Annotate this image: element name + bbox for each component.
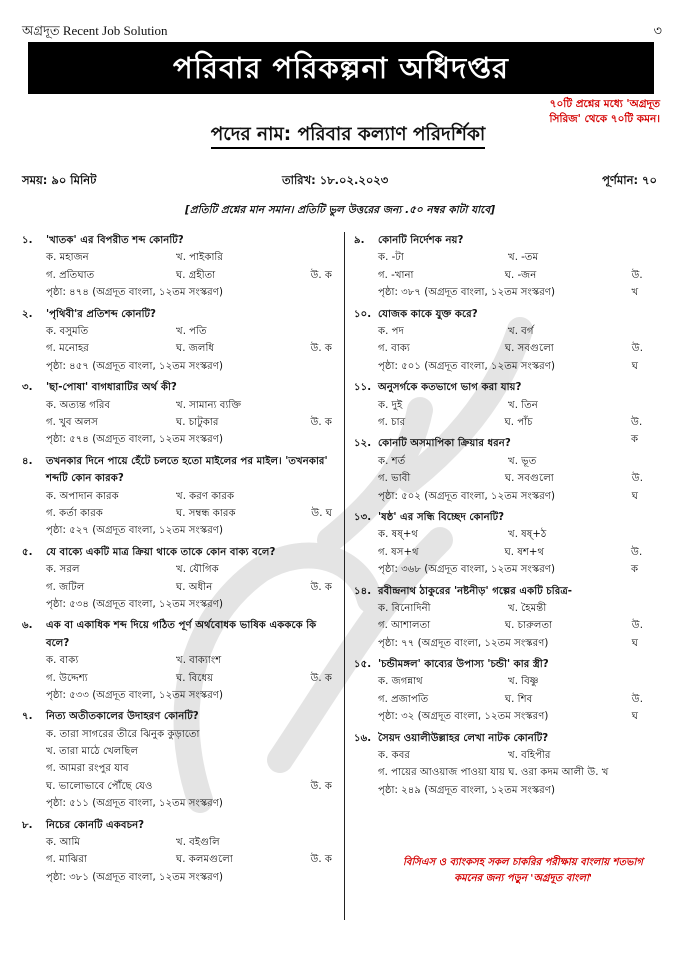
option-a: ক. তারা সাগরের তীরে ঝিনুক কুড়াতো <box>46 728 200 740</box>
option-d: ঘ. -জন <box>504 269 537 281</box>
department-banner: পরিবার পরিকল্পনা অধিদপ্তর <box>28 42 654 94</box>
page-reference: পৃষ্ঠা: ৪৭৪ (অগ্রদূত বাংলা, ১২তম সংস্করণ) <box>46 287 223 299</box>
option-d: ঘ. সবগুলো <box>504 343 554 355</box>
option-b: খ. বর্গ <box>508 325 534 337</box>
footer-promo-line2: কমনের জন্য পড়ুন 'অগ্রদূত বাংলা' <box>454 873 592 884</box>
question-number: ৩. <box>22 382 33 394</box>
answer: উ. ঘ <box>631 620 643 649</box>
question-number: ১. <box>22 235 33 246</box>
option-a: ক. কবর <box>378 750 411 762</box>
option-c: গ. বাক্য <box>378 343 410 355</box>
option-a: ক. অত্যন্ত গরিব <box>46 399 111 411</box>
option-d: ঘ. কলমগুলো <box>176 854 233 866</box>
question-text: 'পৃথিবী'র প্রতিশব্দ কোনটি? <box>46 308 156 320</box>
option-b: খ. করণ কারক <box>176 490 235 502</box>
answer: উ. ক <box>310 581 332 593</box>
question-1 <box>22 232 340 302</box>
question-10 <box>354 306 660 376</box>
left-column <box>22 232 340 890</box>
answer: উ. ঘ <box>311 507 332 519</box>
option-a: ক. অপাদান কারক <box>46 490 119 502</box>
common-note-line2: সিরিজ' থেকে ৭০টি কমন। <box>549 113 660 125</box>
option-b: খ. বইগুলি <box>176 837 220 849</box>
option-b: খ. -তম <box>508 252 539 264</box>
footer-promo-line1: বিসিএস ও ব্যাংকসহ সকল চাকরির পরীক্ষায় বাংলায় শতভাগ <box>403 857 643 868</box>
option-d: ঘ. গ্রহীতা <box>176 269 216 281</box>
option-d: ঘ. বিধেয় <box>176 672 214 684</box>
option-c: গ. ষস+থ <box>378 546 419 558</box>
answer: উ. ক <box>310 780 332 792</box>
page-reference: পৃষ্ঠা: ৫০২ (অগ্রদূত বাংলা, ১২তম সংস্করণ) <box>378 490 555 502</box>
question-number: ৪. <box>22 455 33 467</box>
option-b: খ. তিন <box>508 399 538 411</box>
exam-time: সময়: ৯০ মিনিট <box>22 173 97 187</box>
answer: উ. ক <box>310 672 332 684</box>
answer: উ. খ <box>631 269 643 299</box>
question-number: ১০. <box>354 308 372 320</box>
option-a: ক. পদ <box>378 325 404 337</box>
page-reference: পৃষ্ঠা: ৭৭ (অগ্রদূত বাংলা, ১২তম সংস্করণ) <box>378 637 549 649</box>
footer-promo <box>388 855 658 887</box>
option-c: গ. জটিল <box>46 581 85 593</box>
question-text: নিত্য অতীতকালের উদাহরণ কোনটি? <box>46 711 199 723</box>
option-c: গ. আশালতা <box>378 620 431 632</box>
question-number: ১২. <box>354 438 372 450</box>
question-number: ৬. <box>22 620 33 632</box>
answer: উ. ক <box>310 854 332 866</box>
exam-date: তারিখ: ১৮.০২.২০২৩ <box>282 173 389 187</box>
answer: উ. ক <box>310 343 332 355</box>
page-reference: পৃষ্ঠা: ৫০১ (অগ্রদূত বাংলা, ১২তম সংস্করণ) <box>378 360 555 372</box>
option-a: ক. আমি <box>46 837 81 849</box>
answer: উ. ঘ <box>631 693 643 723</box>
page-reference: পৃষ্ঠা: ৫৩৪ (অগ্রদূত বাংলা, ১২তম সংস্করণ) <box>46 598 223 610</box>
option-d: ঘ. পাঁচ <box>504 416 533 428</box>
option-d: ঘ. চারুলতা <box>504 620 553 632</box>
question-text: 'খাতক' এর বিপরীত শব্দ কোনটি? <box>46 235 184 246</box>
option-c: গ. আমরা রংপুর যাব <box>46 763 129 775</box>
question-2 <box>22 306 340 376</box>
option-a: ক. শর্ত <box>378 455 406 467</box>
column-divider <box>344 232 345 920</box>
question-9 <box>354 232 660 302</box>
option-d: ঘ. সবগুলো <box>504 473 554 485</box>
page-number: ৩ <box>653 23 662 38</box>
option-c-d-answer: গ. পায়ের আওয়াজ পাওয়া যায় ঘ. ওরা কদম আলী উ. খ <box>378 767 609 779</box>
question-5 <box>22 544 340 614</box>
question-13 <box>354 509 660 579</box>
question-8 <box>22 817 340 887</box>
option-a: ক. বসুমতি <box>46 325 89 337</box>
question-text: সৈয়দ ওয়ালীউল্লাহর লেখা নাটক কোনটি? <box>378 732 549 744</box>
question-16 <box>354 730 660 800</box>
option-a: ক. -টা <box>378 252 404 264</box>
instruction: [প্রতিটি প্রশ্নের মান সমান। প্রতিটি ভুল উত্তরের জন্য .৫০ নম্বর কাটা যাবে] <box>184 204 496 216</box>
question-15 <box>354 656 660 726</box>
option-d: ঘ. ভালোভাবে পৌঁছে যেও <box>46 780 153 792</box>
page-reference: পৃষ্ঠা: ২৪৯ (অগ্রদূত বাংলা, ১২তম সংস্করণ) <box>378 784 555 796</box>
option-b: খ. ষষ্+ঠ <box>508 529 547 541</box>
question-14 <box>354 583 660 653</box>
option-b: খ. যৌগিক <box>176 564 219 576</box>
option-d: ঘ. ষশ+থ <box>504 546 545 558</box>
option-b: খ. পতি <box>176 325 207 337</box>
option-b: খ. বহিপীর <box>508 750 551 762</box>
question-text: 'চন্ডীমঙ্গল' কাব্যের উপাস্য 'চন্ডী' কার স্ত্রী? <box>378 659 549 671</box>
option-d: ঘ. শিব <box>504 693 533 705</box>
page-header <box>22 20 662 42</box>
question-number: ১৬. <box>354 732 372 744</box>
answer: উ. ক <box>310 269 332 281</box>
question-text: 'ষষ্ঠ' এর সন্ধি বিচ্ছেদ কোনটি? <box>378 511 505 523</box>
question-number: ১৫. <box>354 659 372 671</box>
right-column <box>354 232 660 803</box>
option-c: গ. ভাবী <box>378 473 411 485</box>
question-text: কোনটি নির্দেশক নয়? <box>378 235 464 246</box>
question-number: ২. <box>22 308 33 320</box>
option-c: গ. -খানা <box>378 269 414 281</box>
option-d: ঘ. জলধি <box>176 343 215 355</box>
answer: উ. ঘ <box>631 473 643 502</box>
option-a: ক. দুই <box>378 399 403 411</box>
question-number: ৭. <box>22 711 33 723</box>
question-number: ৮. <box>22 819 33 831</box>
option-c: গ. মাঝিরা <box>46 854 87 866</box>
option-d: ঘ. চাটুকার <box>176 416 219 428</box>
full-marks: পূর্ণমান: ৭০ <box>602 173 657 187</box>
common-note-line1: ৭০টি প্রশ্নের মধ্যে 'অগ্রদূত <box>549 98 660 110</box>
page-reference: পৃষ্ঠা: ৪৫৭ (অগ্রদূত বাংলা, ১২তম সংস্করণ) <box>46 360 223 372</box>
question-number: ১৪. <box>354 585 372 597</box>
question-4 <box>22 453 340 540</box>
question-3 <box>22 379 340 449</box>
page-reference: পৃষ্ঠা: ৩৮৭ (অগ্রদূত বাংলা, ১২তম সংস্করণ) <box>378 287 555 299</box>
source-label: অগ্রদূত Recent Job Solution <box>22 23 168 38</box>
question-7 <box>22 708 340 812</box>
question-text: যে বাক্যে একটি মাত্র ক্রিয়া থাকে তাকে কোন বাক্য বলে? <box>46 546 276 558</box>
option-b: খ. বাক্যাংশ <box>176 655 222 667</box>
question-text: তখনকার দিনে পায়ে হেঁটে চলতে হতো মাইলের পর মাইল। 'তখনকার' শব্দটি কোন কারক? <box>46 455 328 485</box>
option-a: ক. বাক্য <box>46 655 79 667</box>
option-c: গ. কর্তা কারক <box>46 507 103 519</box>
option-b: খ. পাইকারি <box>176 252 223 264</box>
page-reference: পৃষ্ঠা: ৩৮১ (অগ্রদূত বাংলা, ১২তম সংস্করণ) <box>46 871 223 883</box>
page-reference: পৃষ্ঠা: ৫১১ (অগ্রদূত বাংলা, ১২তম সংস্করণ) <box>46 798 223 810</box>
option-b: খ. সামান্য ব্যক্তি <box>176 399 242 411</box>
page-reference: পৃষ্ঠা: ৫৭৪ (অগ্রদূত বাংলা, ১২তম সংস্করণ) <box>46 434 223 446</box>
page-reference: পৃষ্ঠা: ৩৬৮ (অগ্রদূত বাংলা, ১২তম সংস্করণ) <box>378 564 555 576</box>
option-a: ক. মহাজন <box>46 252 89 264</box>
option-c: গ. খুব অলস <box>46 416 98 428</box>
option-a: ক. জগন্নাথ <box>378 676 423 688</box>
option-a: ক. সরল <box>46 564 80 576</box>
option-a: ক. বিনোদিনী <box>378 602 431 614</box>
page-reference: পৃষ্ঠা: ৫২৭ (অগ্রদূত বাংলা, ১২তম সংস্করণ) <box>46 525 223 537</box>
question-text: নিচের কোনটি একবচন? <box>46 819 145 831</box>
question-number: ১৩. <box>354 511 372 523</box>
question-text: 'ছা-পোষা' বাগধারাটির অর্থ কী? <box>46 382 177 394</box>
answer: উ. ক <box>631 546 643 576</box>
option-b: খ. বিষ্ণু <box>508 676 539 688</box>
option-c: গ. প্রতিঘাত <box>46 269 95 281</box>
question-text: যোজক কাকে যুক্ত করে? <box>378 308 478 320</box>
answer: উ. ঘ <box>631 343 643 372</box>
option-d: ঘ. সম্বন্ধ কারক <box>176 507 236 519</box>
option-b: খ. তারা মাঠে খেলছিল <box>46 746 139 758</box>
post-title-text: পদের নাম: পরিবার কল্যাণ পরিদর্শিকা <box>211 124 486 149</box>
option-a: ক. ষষ্+থ <box>378 529 418 541</box>
question-text: অনুসর্গকে কতভাগে ভাগ করা যায়? <box>378 382 522 394</box>
option-b: খ. ভূত <box>508 455 537 467</box>
answer: উ. ক <box>310 416 332 428</box>
answer: উ. ক <box>631 416 643 446</box>
option-c: গ. মনোহর <box>46 343 89 355</box>
question-number: ১১. <box>354 382 372 394</box>
option-c: গ. প্রজাপতি <box>378 693 429 705</box>
question-12 <box>354 435 660 505</box>
question-6 <box>22 617 340 704</box>
question-text: কোনটি অসমাপিকা ক্রিয়ার ধরন? <box>378 438 511 450</box>
option-c: গ. উদ্দেশ্য <box>46 672 88 684</box>
question-number: ৯. <box>354 235 365 246</box>
option-d: ঘ. অধীন <box>176 581 213 593</box>
page-reference: পৃষ্ঠা: ৩২ (অগ্রদূত বাংলা, ১২তম সংস্করণ) <box>378 711 549 723</box>
page-reference: পৃষ্ঠা: ৫৩৩ (অগ্রদূত বাংলা, ১২তম সংস্করণ) <box>46 689 223 701</box>
question-number: ৫. <box>22 546 33 558</box>
question-text: রবীন্দ্রনাথ ঠাকুরের 'নষ্টনীড়' গল্পের একটি চরিত্র- <box>378 585 573 597</box>
option-c: গ. চার <box>378 416 406 428</box>
post-title <box>148 120 548 151</box>
option-b: খ. হৈমন্তী <box>508 602 547 614</box>
question-text: এক বা একাধিক শব্দ দিয়ে গঠিত পূর্ণ অর্থবোধক ভাষিক একককে কি বলে? <box>46 620 317 649</box>
